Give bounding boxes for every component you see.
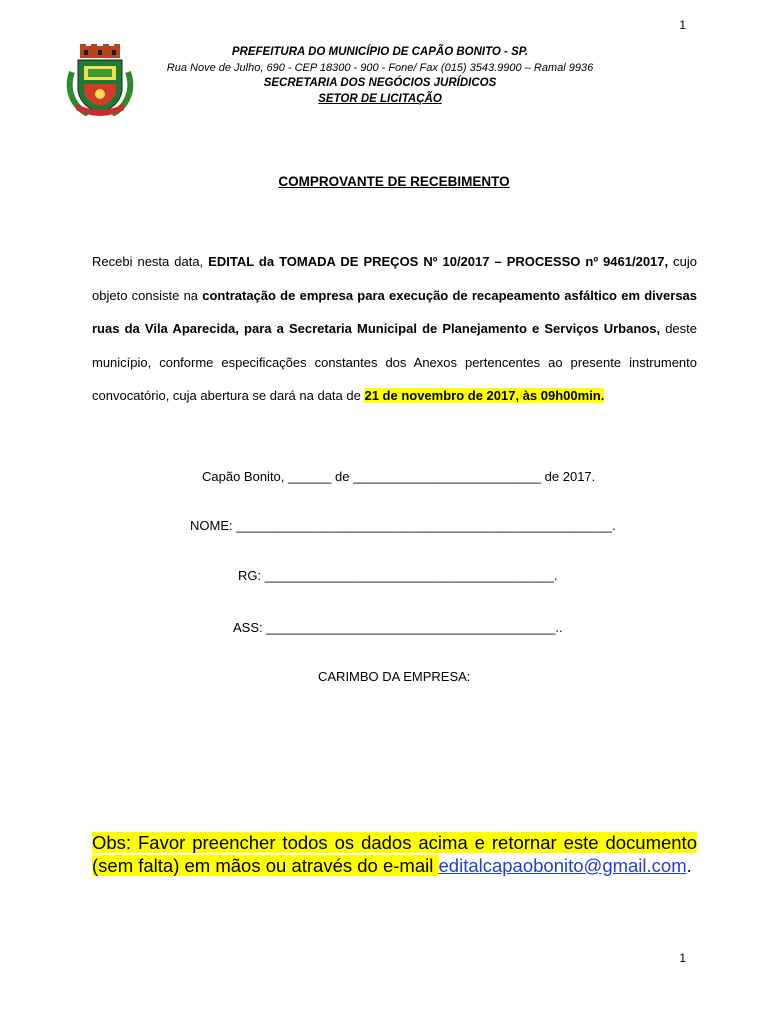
contract-object: contratação de empresa para execução de recapeamento asfáltico em diversas ruas da Vila Aparecida, para a Secretaria Municipal de Planejamento e Serviços Urbanos, <box>92 287 698 336</box>
rg-field: RG: ________________________________________. <box>238 568 558 583</box>
header-address: Rua Nove de Julho, 690 - CEP 18300 - 900 - Fone/ Fax (015) 3543.9900 – Ramal 9936 <box>166 62 594 74</box>
paragraph-part-1: Recebi nesta data, <box>92 254 209 269</box>
edital-reference: EDITAL da TOMADA DE PREÇOS Nº 10/2017 – PROCESSO nº 9461/2017, <box>208 254 669 269</box>
observation-note <box>92 831 697 877</box>
header-secretariat: SECRETARIA DOS NEGÓCIOS JURÍDICOS <box>263 77 497 89</box>
page-number-top: 1 <box>679 18 686 32</box>
document-title: COMPROVANTE DE RECEBIMENTO <box>278 174 510 189</box>
name-field: NOME: ____________________________________________________. <box>190 518 616 533</box>
paragraph-part-3: cujo objeto consiste na <box>92 254 697 303</box>
paragraph-part-5: deste município, conforme especificações constantes dos Anexos pertencentes ao presente instrumento convocatório, cuja abertura se dará na data de <box>92 321 697 403</box>
page-number-bottom: 1 <box>679 951 686 965</box>
municipal-crest-logo <box>66 44 134 116</box>
receipt-paragraph <box>92 245 697 413</box>
signature-field: ASS: ________________________________________.. <box>233 620 563 635</box>
company-stamp-label: CARIMBO DA EMPRESA: <box>318 669 471 684</box>
header-sector: SETOR DE LICITAÇÃO <box>318 93 442 105</box>
city-date-field: Capão Bonito, ______ de __________________________ de 2017. <box>202 469 596 484</box>
observation-end: . <box>686 855 692 876</box>
observation-text: Obs: Favor preencher todos os dados acima e retornar este documento (sem falta) em mãos ou através do e-mail <box>92 832 697 876</box>
email-link[interactable]: editalcapaobonito@gmail.com <box>438 855 687 876</box>
header-municipality: PREFEITURA DO MUNICÍPIO DE CAPÃO BONITO - SP. <box>231 46 529 58</box>
opening-date-highlight: 21 de novembro de 2017, às 09h00min. <box>364 388 605 403</box>
